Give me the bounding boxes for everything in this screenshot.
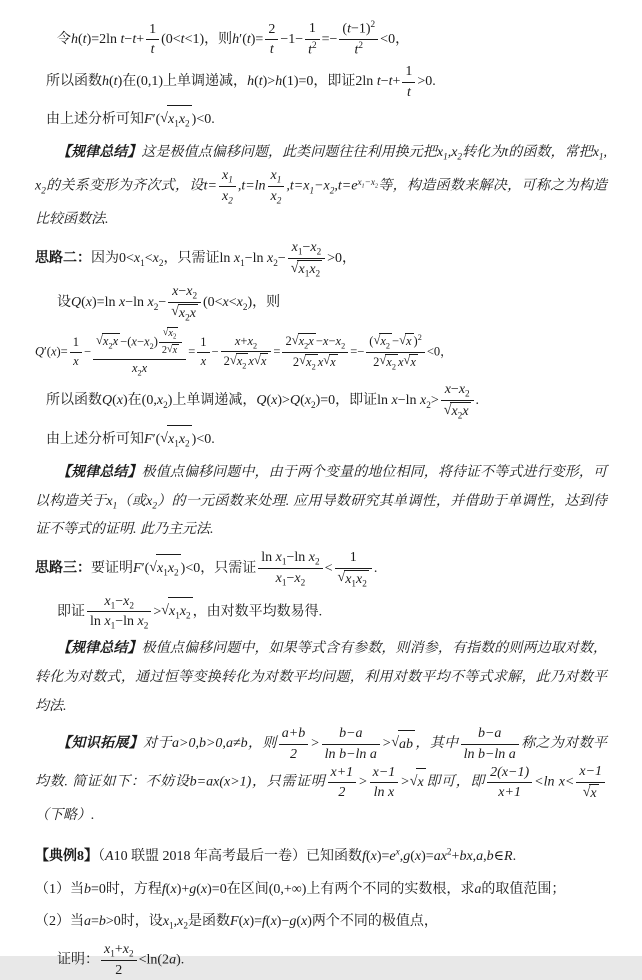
example-8-question-2: （2）当a=b>0时，设$x_1,x_2$是函数F(x)=f(x)−g(x)两个不同的极值点， [35,914,438,932]
line-h-definition: 令h(t)=2ln t−t+ $\frac{1}{t}$ (0<t<1)，则h′(t)= $\frac{2}{t}$ −1− $\frac{1}{t^2}$ =− $\frac{(t-1)^2}{t^2}$ <0， [57,19,410,58]
rule-summary-1: 【规律总结】这是极值点偏移问题，此类问题往往利用换元把$x_1,x_2$转化为t的函数，常把$x_1,x_2$的关系变形为齐次式，设t= $\frac{x_1}{x_2}$ ,t=ln $\frac{x_1}{x_2}$ $,t=x_1-x_2,t=e^{x_1-x_2}$等，构造函数来解决，可称之为构造比较函数法. [35,144,608,228]
line-log-mean: 即证 $\frac{x_1-x_2}{\ln x_1-\ln x_2}$ $>√x_1x_2$ ，由对数平均数易得. [57,593,323,632]
example-8-prove: 证明： $\frac{x_1+x_2}{2}$ <ln(2a). [57,942,185,979]
line-h-monotonic: 所以函数h(t)在(0,1)上单调递减，h(t)>h(1)=0，即证2ln t−t+ $\frac{1}{t}$ >0. [46,64,436,100]
method-3-heading: 思路三：要证明$F'(√x_1x_2$ )<0，只需证 $\frac{\ln x_1-\ln x_2}{x_1-x_2}$ < $\frac{1}{√x_1x_2}$ . [35,550,378,589]
rule-summary-3: 【规律总结】极值点偏移问题中，如果等式含有参数，则消参，有指数的则两边取对数，转化为对数式，通过恒等变换转化为对数平均问题，利用对数平均不等式求解，此乃对数平均法. [35,641,608,714]
line-Q-monotonic: 所以函数Q(x)在$(0,x_2)$上单调递减，$Q(x)>Q(x_2)=0$，即证ln x−ln $x_2>$ $\frac{x-x_2}{√x_2x}$ . [46,382,480,422]
method-2-heading: 思路二：因为$0<x_1<x_2$，只需证$\ln x_1-\ln$ $x_2-$ $\frac{x_1-x_2}{√x_1x_2}$ >0， [35,239,357,279]
document-body [35,20,607,980]
line-Q-definition: 设Q(x)=ln x−ln $x_2-$ $\frac{x-x_2}{√x_2x}$ $(0<x<x_2)$，则 [57,283,281,323]
example-8-heading: 【典例8】（A10 联盟 2018 年高考最后一卷）已知函数$f(x)=e^x,g(x)=ax^2+bx,a,b\in R$. [35,846,517,865]
knowledge-expansion: 【知识拓展】对于a>0,b>0,a≠b，则 $\frac{a+b}{2}$ > $\frac{b-a}{\text{ln b−ln a}}$ >√ab ，其中 $\frac{b-a}{\text{ln b−ln a}}$ 称之为对数平均数. 简证如下：不妨设b=ax(x>1)，只需证明 $\frac{x+1}{2}$ > $\frac{x-1}{\text{ln x}}$ >√x 即可，即 $\frac{2(x-1)}{x+1}$ <ln x< $\frac{x-1}{√x}$ （下略）. [35,726,608,824]
example-8-question-1: （1）当b=0时，方程f(x)+g(x)=0在区间(0,+∞)上有两个不同的实数根，求a的取值范围； [35,881,566,897]
line-Q-derivative: Q′(x)= $\frac{1}{x}$ − $√x_2x -(x-x_2)$ $\frac{√x_2}{2√x}$ $x_2x$ = $\frac{1}{x}$ − $\frac{x+x_2}{2√x_2 x√x}$ = $\frac{2√x_2x -x-x_2}{2√x_2 x√x}$ =− $\frac{(√x_2 -√x )^2}{2√x_2 x√x}$ <0， [35,326,453,378]
line-conclusion-2: 由上述分析可知$F'(√x_1x_2$ )<0. [35,425,607,455]
line-conclusion-1: 由上述分析可知$F'(√x_1x_2$ )<0. [35,105,607,135]
rule-summary-2: 【规律总结】极值点偏移问题中，由于两个变量的地位相同，将待证不等式进行变形，可以构造关于$x_1$（或$x_2$）的一元函数来处理. 应用导数研究其单调性，并借助于单调性，达到待证不等式的证明. 此乃主元法. [35,465,608,538]
